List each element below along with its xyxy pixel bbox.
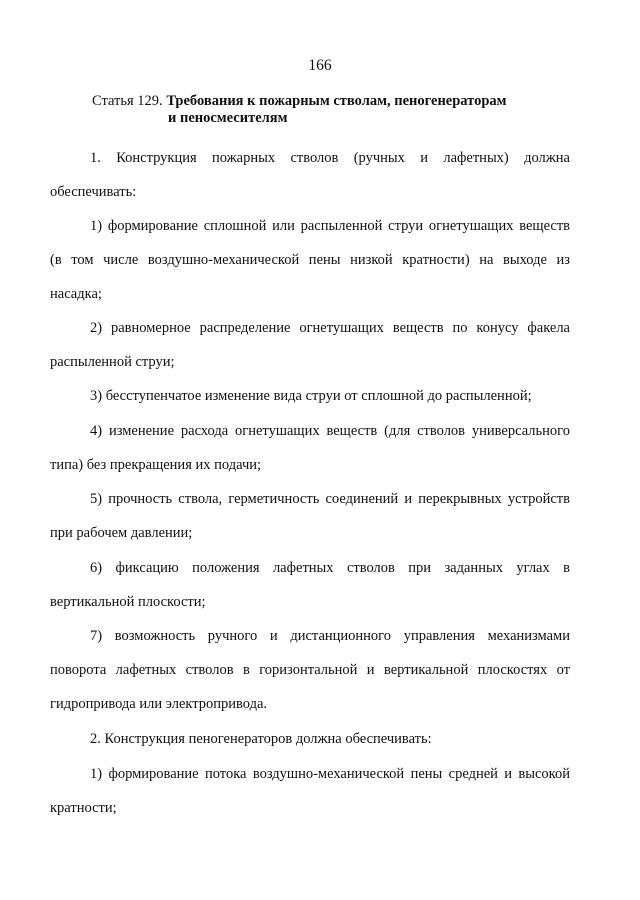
page-number: 166 [308, 57, 332, 74]
paragraph-6: 5) прочность ствола, герметичность соединений и перекрывных устройств при рабочем давлении; [50, 491, 570, 541]
article-heading [92, 93, 562, 127]
paragraph-1: 1. Конструкция пожарных стволов (ручных и лафетных) должна обеспечивать: [50, 150, 570, 200]
article-number: Статья 129. [92, 93, 163, 109]
paragraph-5: 4) изменение расхода огнетушащих веществ (для стволов универсального типа) без прекращения их подачи; [50, 423, 570, 473]
article-title-line2: и пеносмесителям [168, 110, 288, 126]
paragraph-4: 3) бесступенчатое изменение вида струи от сплошной до распыленной; [90, 388, 532, 404]
paragraph-2: 1) формирование сплошной или распыленной струи огнетушащих веществ (в том числе воздушно-механической пены низкой кратности) на выходе из насадка; [50, 218, 570, 302]
paragraph-10: 1) формирование потока воздушно-механической пены средней и высокой кратности; [50, 766, 570, 816]
paragraph-3: 2) равномерное распределение огнетушащих веществ по конусу факела распыленной струи; [50, 320, 570, 370]
paragraph-7: 6) фиксацию положения лафетных стволов при заданных углах в вертикальной плоскости; [50, 560, 570, 610]
article-title-line1: Требования к пожарным стволам, пеногенераторам [166, 93, 507, 109]
paragraph-9: 2. Конструкция пеногенераторов должна обеспечивать: [90, 731, 432, 747]
paragraph-8: 7) возможность ручного и дистанционного управления механизмами поворота лафетных стволов в горизонтальной и вертикальной плоскостях от гидропривода или электропривода. [50, 628, 570, 712]
article-heading-line1 [92, 93, 562, 110]
